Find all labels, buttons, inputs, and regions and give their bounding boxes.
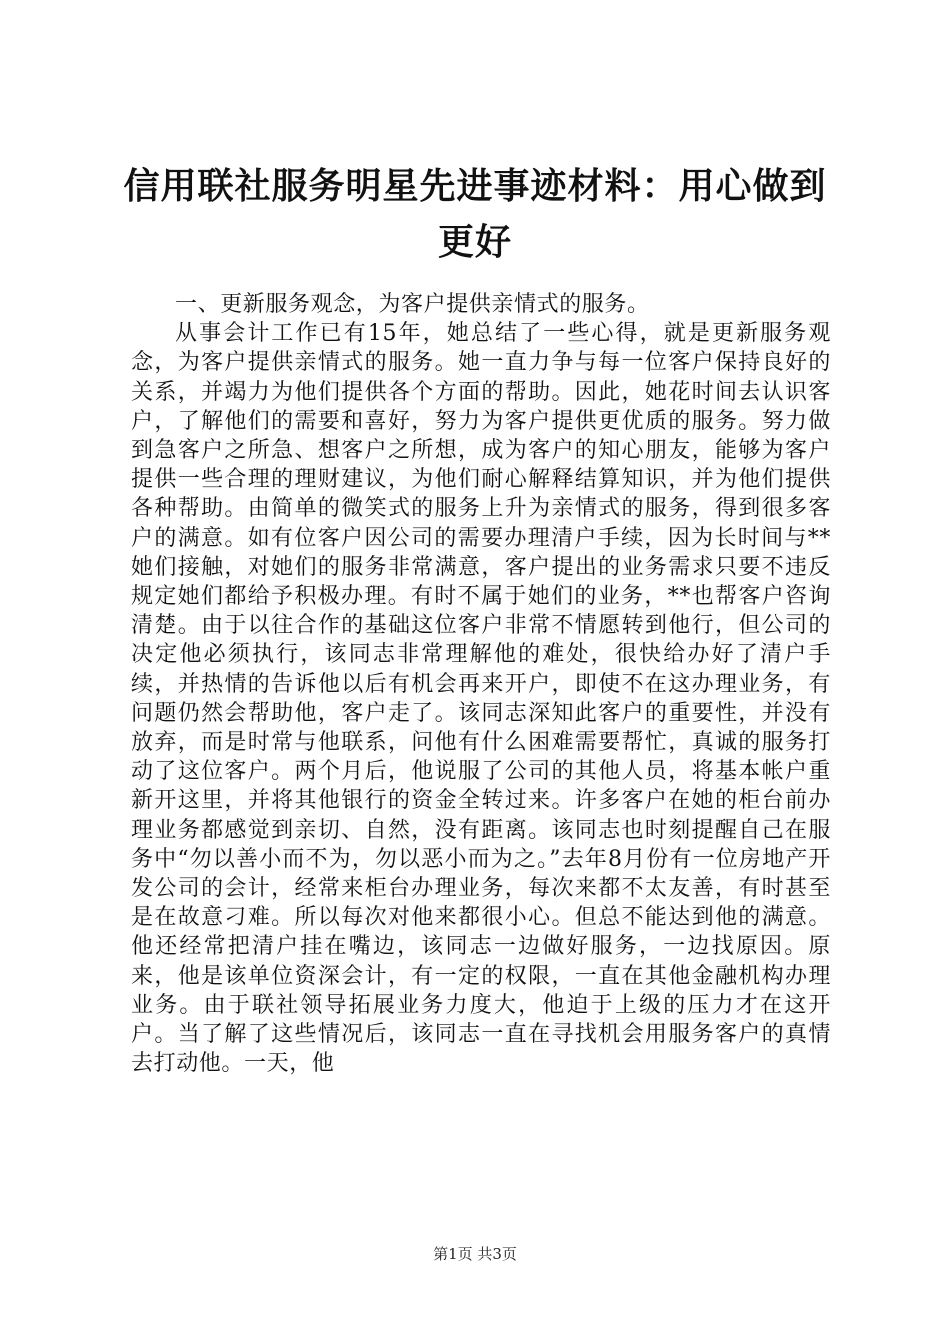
document-body (131, 290, 831, 1078)
section-heading-paragraph: 一、更新服务观念，为客户提供亲情式的服务。 (175, 292, 650, 317)
document-title: 信用联社服务明星先进事迹材料：用心做到更好 (123, 165, 827, 263)
body-paragraph: 从事会计工作已有15年，她总结了一些心得，就是更新服务观念，为客户提供亲情式的服务。她一直力争与每一位客户保持良好的关系，并竭力为他们提供各个方面的帮助。因此，她花时间去认识客户，了解他们的需要和喜好，努力为客户提供更优质的服务。努力做到急客户之所急、想客户之所想，成为客户的知心朋友，能够为客户提供一些合理的理财建议，为他们耐心解释结算知识，并为他们提供各种帮助。由简单的微笑式的服务上升为亲情式的服务，得到很多客户的满意。如有位客户因公司的需要办理清户手续，因为长时间与**她们接触，对她们的服务非常满意，客户提出的业务需求只要不违反规定她们都给予积极办理。有时不属于她们的业务，**也帮客户咨询清楚。由于以往合作的基础这位客户非常不情愿转到他行，但公司的决定他必须执行，该同志非常理解他的难处，很快给办好了清户手续，并热情的告诉他以后有机会再来开户，即使不在这办理业务，有问题仍然会帮助他，客户走了。该同志深知此客户的重要性，并没有放弃，而是时常与他联系，问他有什么困难需要帮忙，真诚的服务打动了这位客户。两个月后，他说服了公司的其他人员，将基本帐户重新开这里，并将其他银行的资金全转过来。许多客户在她的柜台前办理业务都感觉到亲切、自然，没有距离。该同志也时刻提醒自己在服务中“勿以善小而不为，勿以恶小而为之。”去年8月份有一位房地产开发公司的会计，经常来柜台办理业务，每次来都不太友善，有时甚至是在故意刁难。所以每次对他来都很小心。但总不能达到他的满意。他还经常把清户挂在嘴边，该同志一边做好服务，一边找原因。原来，他是该单位资深会计，有一定的权限，一直在其他金融机构办理业务。由于联社领导拓展业务力度大，他迫于上级的压力才在这开户。当了解了这些情况后，该同志一直在寻找机会用服务客户的真情去打动他。一天，他 (131, 321, 831, 1077)
page-number-footer: 第1页 共3页 (433, 1245, 517, 1263)
